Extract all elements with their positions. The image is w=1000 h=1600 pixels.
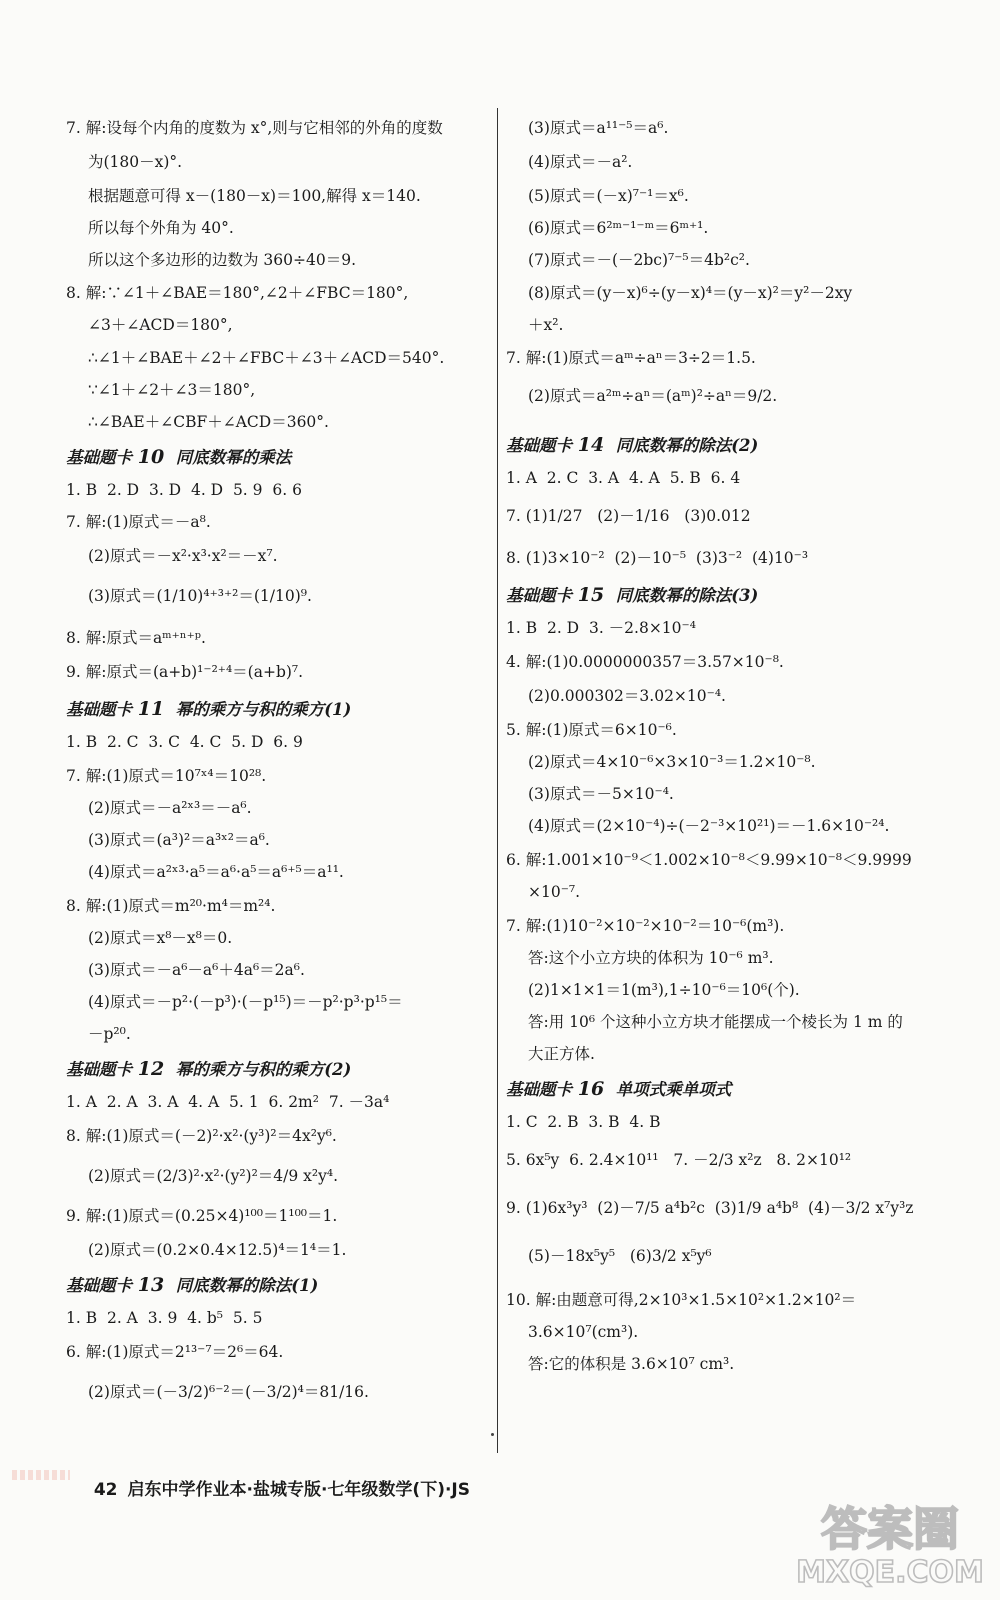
section-label: 基础题卡 [66, 700, 138, 719]
section-label: 基础题卡 [66, 448, 138, 467]
answer-line: (2)原式＝(－3/2)⁶⁻²＝(－3/2)⁴＝81/16. [88, 1383, 369, 1401]
answer-line: 7. 解:(1)原式＝－a⁸. [66, 513, 211, 531]
answer-line: 7. (1)1/27 (2)－1/16 (3)0.012 [506, 507, 751, 525]
section-number: 16 [577, 1078, 605, 1100]
section-title: 同底数幂的除法(1) [164, 1276, 319, 1295]
answer-line: 5. 解:(1)原式＝6×10⁻⁶. [506, 721, 677, 739]
column-divider [497, 108, 498, 1453]
section-heading [506, 1078, 731, 1101]
section-title: 同底数幂的除法(2) [604, 436, 759, 455]
section-label: 基础题卡 [66, 1060, 138, 1079]
answer-line: 1. B 2. A 3. 9 4. b⁵ 5. 5 [66, 1309, 263, 1327]
answer-line: (2)原式＝x⁸－x⁸＝0. [88, 929, 233, 947]
section-number: 11 [137, 698, 165, 720]
section-heading [66, 1058, 351, 1081]
answer-line: 5. 6x⁵y 6. 2.4×10¹¹ 7. －2/3 x²z 8. 2×10¹² [506, 1151, 852, 1169]
answer-line: ∴∠1＋∠BAE＋∠2＋∠FBC＋∠3＋∠ACD＝540°. [88, 349, 445, 367]
section-number: 14 [577, 434, 605, 456]
answer-line: 8. 解:(1)原式＝(－2)²·x²·(y³)²＝4x²y⁶. [66, 1127, 337, 1145]
answer-line: (2)原式＝4×10⁻⁶×3×10⁻³＝1.2×10⁻⁸. [528, 753, 816, 771]
answer-line: 7. 解:设每个内角的度数为 x°,则与它相邻的外角的度数 [66, 119, 443, 137]
section-number: 10 [137, 446, 165, 468]
answer-line: (5)原式＝(－x)⁷⁻¹＝x⁶. [528, 187, 689, 205]
answer-line: 4. 解:(1)0.0000000357＝3.57×10⁻⁸. [506, 653, 784, 671]
answer-line: 8. (1)3×10⁻² (2)－10⁻⁵ (3)3⁻² (4)10⁻³ [506, 549, 809, 567]
answer-line: (2)原式＝(0.2×0.4×12.5)⁴＝1⁴＝1. [88, 1241, 347, 1259]
answer-line: (2)原式＝－a²ˣ³＝－a⁶. [88, 799, 252, 817]
page-footer [82, 1455, 470, 1500]
answer-line: 7. 解:(1)原式＝10⁷ˣ⁴＝10²⁸. [66, 767, 267, 785]
answer-line: (3)原式＝－a⁶－a⁶＋4a⁶＝2a⁶. [88, 961, 305, 979]
answer-line: 10. 解:由题意可得,2×10³×1.5×10²×1.2×10²＝ [506, 1291, 857, 1309]
answer-line: －p²⁰. [88, 1025, 131, 1043]
answer-line: (7)原式＝－(－2bc)⁷⁻⁵＝4b²c². [528, 251, 750, 269]
answer-line: (2)原式＝a²ᵐ÷aⁿ＝(aᵐ)²÷aⁿ＝9/2. [528, 387, 778, 405]
answer-line: 8. 解:(1)原式＝m²⁰·m⁴＝m²⁴. [66, 897, 276, 915]
answer-line: ∠3＋∠ACD＝180°, [88, 316, 233, 334]
section-title: 同底数幂的乘法 [164, 448, 292, 467]
answer-line: (6)原式＝6²ᵐ⁻¹⁻ᵐ＝6ᵐ⁺¹. [528, 219, 709, 237]
answer-line: 1. B 2. D 3. D 4. D 5. 9 6. 6 [66, 481, 302, 499]
section-title: 幂的乘方与积的乘方(2) [164, 1060, 352, 1079]
answer-line: (4)原式＝(2×10⁻⁴)÷(－2⁻³×10²¹)＝－1.6×10⁻²⁴. [528, 817, 890, 835]
answer-line: 答:它的体积是 3.6×10⁷ cm³. [528, 1355, 735, 1373]
answer-line: 1. A 2. C 3. A 4. A 5. B 6. 4 [506, 469, 741, 487]
answer-line: 1. A 2. A 3. A 4. A 5. 1 6. 2m² 7. －3a⁴ [66, 1093, 390, 1111]
answer-line: 3.6×10⁷(cm³). [528, 1323, 639, 1341]
section-heading [66, 1274, 318, 1297]
answer-line: 7. 解:(1)10⁻²×10⁻²×10⁻²＝10⁻⁶(m³). [506, 917, 785, 935]
watermark-bottom-text: MXQE.COM [796, 1555, 984, 1590]
answer-line: 9. 解:原式＝(a+b)¹⁻²⁺⁴＝(a+b)⁷. [66, 663, 304, 681]
answer-line: (3)原式＝(a³)²＝a³ˣ²＝a⁶. [88, 831, 270, 849]
answer-line: (4)原式＝a²ˣ³·a⁵＝a⁶·a⁵＝a⁶⁺⁵＝a¹¹. [88, 863, 344, 881]
section-number: 12 [137, 1058, 165, 1080]
answer-line: 1. B 2. D 3. －2.8×10⁻⁴ [506, 619, 696, 637]
section-title: 单项式乘单项式 [604, 1080, 732, 1099]
answer-line: (2)1×1×1＝1(m³),1÷10⁻⁶＝10⁶(个). [528, 981, 800, 999]
section-heading [506, 434, 758, 457]
book-title: 启东中学作业本·盐城专版·七年级数学(下)·JS [127, 1480, 470, 1500]
answer-line: 答:这个小立方块的体积为 10⁻⁶ m³. [528, 949, 774, 967]
answer-line: 8. 解:原式＝aᵐ⁺ⁿ⁺ᵖ. [66, 629, 206, 647]
watermark-top-text: 答案圈 [821, 1502, 959, 1556]
section-title: 同底数幂的除法(3) [604, 586, 759, 605]
watermark-logo [790, 1490, 990, 1590]
section-heading [66, 698, 351, 721]
answer-line: ∴∠BAE＋∠CBF＋∠ACD＝360°. [88, 413, 329, 431]
answer-line: ×10⁻⁷. [528, 883, 581, 901]
answer-line: 9. 解:(1)原式＝(0.25×4)¹⁰⁰＝1¹⁰⁰＝1. [66, 1207, 338, 1225]
answer-line: 6. 解:1.001×10⁻⁹＜1.002×10⁻⁸＜9.99×10⁻⁸＜9.9999 [506, 851, 912, 869]
answer-line: (8)原式＝(y－x)⁶÷(y－x)⁴＝(y－x)²＝y²－2xy [528, 284, 853, 302]
answer-line: (4)原式＝－a². [528, 153, 633, 171]
answer-line: (2)0.000302＝3.02×10⁻⁴. [528, 687, 726, 705]
answer-line: (3)原式＝(1/10)⁴⁺³⁺²＝(1/10)⁹. [88, 587, 312, 605]
section-heading [506, 584, 758, 607]
section-label: 基础题卡 [506, 586, 578, 605]
decorative-stamp [12, 1470, 70, 1480]
answer-line: 答:用 10⁶ 个这种小立方块才能摆成一个棱长为 1 m 的 [528, 1013, 903, 1031]
answer-line: ＋x². [528, 316, 564, 334]
section-title: 幂的乘方与积的乘方(1) [164, 700, 352, 719]
answer-line: 所以每个外角为 40°. [88, 219, 234, 237]
section-number: 15 [577, 584, 605, 606]
answer-line: 根据题意可得 x－(180－x)＝100,解得 x＝140. [88, 187, 421, 205]
answer-line: 9. (1)6x³y³ (2)－7/5 a⁴b²c (3)1/9 a⁴b⁸ (4)－3/2 x⁷y³z [506, 1199, 914, 1217]
section-label: 基础题卡 [506, 1080, 578, 1099]
answer-line: 1. B 2. C 3. C 4. C 5. D 6. 9 [66, 733, 303, 751]
answer-line: 7. 解:(1)原式＝aᵐ÷aⁿ＝3÷2＝1.5. [506, 349, 756, 367]
page-number: 42 [93, 1480, 118, 1500]
answer-line: 6. 解:(1)原式＝2¹³⁻⁷＝2⁶＝64. [66, 1343, 284, 1361]
decorative-dot [491, 1433, 494, 1436]
answer-line: 大正方体. [528, 1045, 595, 1063]
answer-line: ∵∠1＋∠2＋∠3＝180°, [88, 381, 256, 399]
answer-line: (3)原式＝－5×10⁻⁴. [528, 785, 674, 803]
answer-line: (4)原式＝－p²·(－p³)·(－p¹⁵)＝－p²·p³·p¹⁵＝ [88, 993, 403, 1011]
section-number: 13 [137, 1274, 165, 1296]
answer-line: (2)原式＝－x²·x³·x²＝－x⁷. [88, 547, 278, 565]
answer-line: (5)－18x⁵y⁵ (6)3/2 x⁵y⁶ [528, 1247, 712, 1265]
answer-line: 8. 解:∵∠1＋∠BAE＝180°,∠2＋∠FBC＝180°, [66, 284, 409, 302]
answer-line: 所以这个多边形的边数为 360÷40＝9. [88, 251, 357, 269]
answer-line: (2)原式＝(2/3)²·x²·(y²)²＝4/9 x²y⁴. [88, 1167, 339, 1185]
section-heading [66, 446, 291, 469]
answer-line: 为(180－x)°. [88, 153, 183, 171]
section-label: 基础题卡 [506, 436, 578, 455]
answer-line: 1. C 2. B 3. B 4. B [506, 1113, 661, 1131]
answer-line: (3)原式＝a¹¹⁻⁵＝a⁶. [528, 119, 669, 137]
section-label: 基础题卡 [66, 1276, 138, 1295]
